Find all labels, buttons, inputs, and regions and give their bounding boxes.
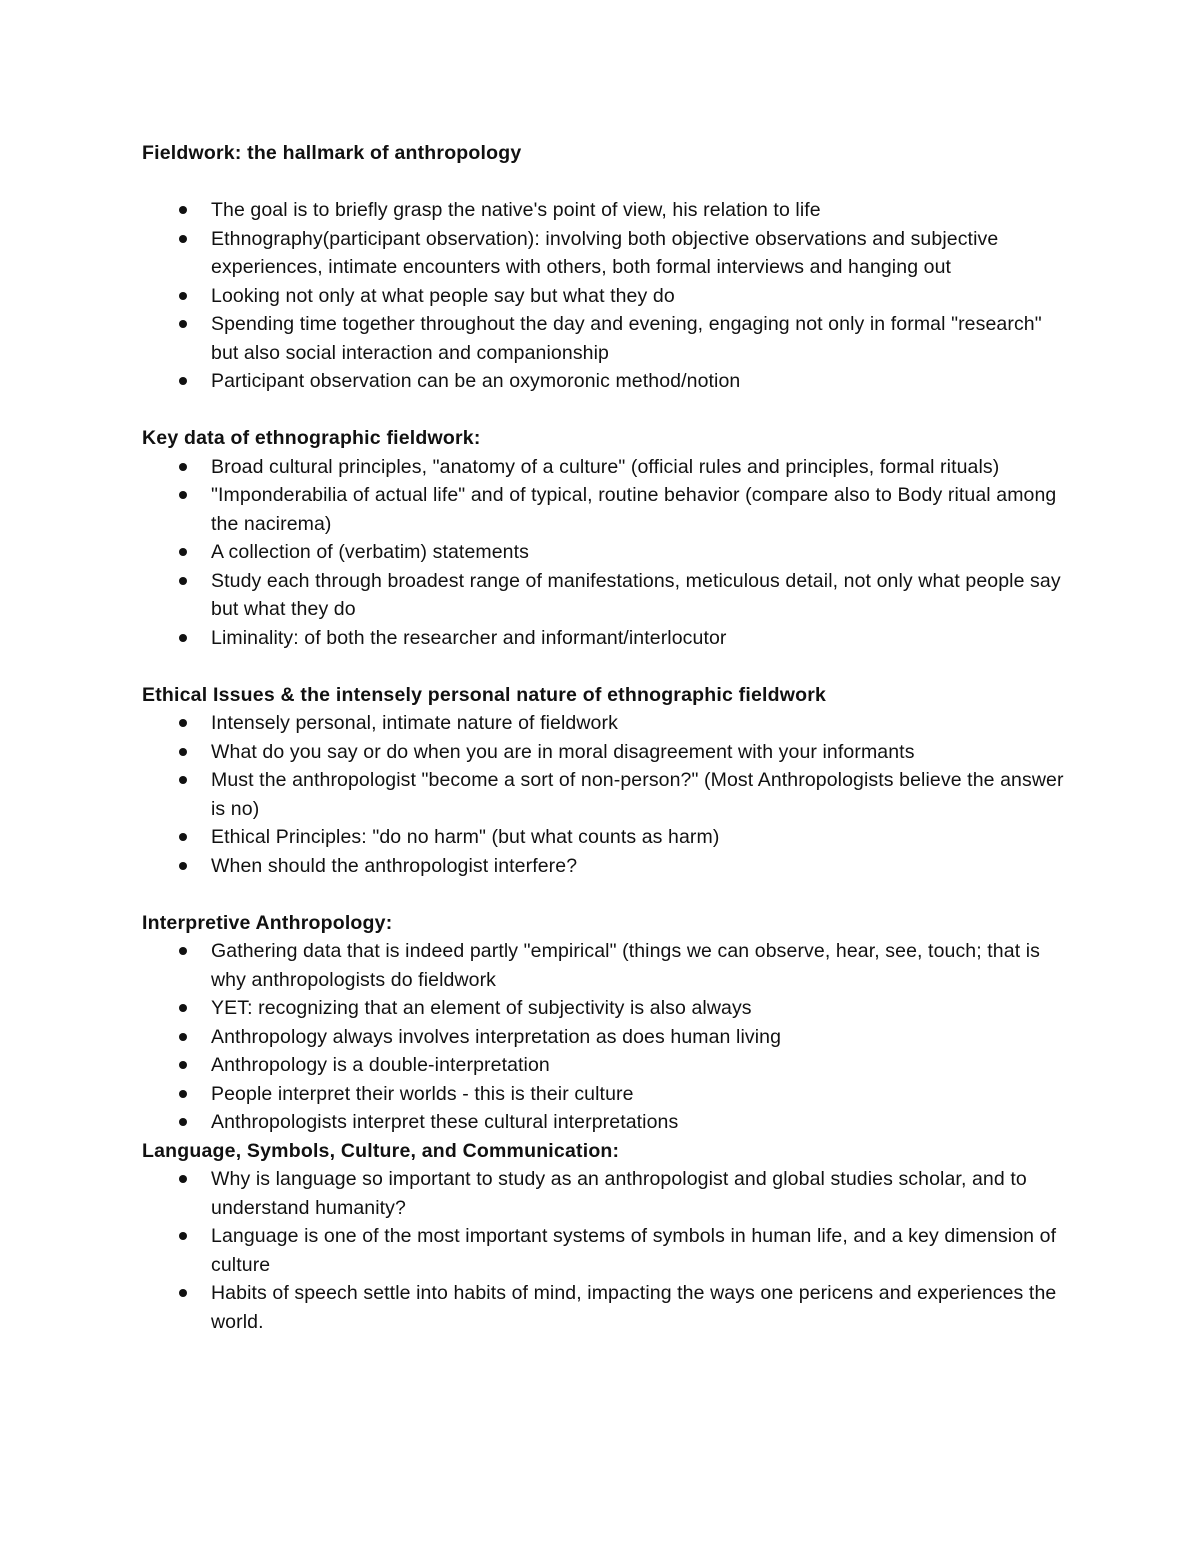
list-item-text: Liminality: of both the researcher and informant/interlocutor [211,626,727,649]
list-item-text: Broad cultural principles, "anatomy of a culture" (official rules and principles, formal rituals) [211,455,1000,478]
list-item-text: Ethical Principles: "do no harm" (but what counts as harm) [211,826,720,848]
bullet-icon [179,947,187,955]
list-item-text: Intensely personal, intimate nature of fieldwork [211,712,618,734]
spacer [142,652,1072,681]
bullet-icon [179,1090,187,1098]
bullet-list-language-symbols [142,1165,1072,1336]
list-item-text: When should the anthropologist interfere? [211,854,578,877]
spacer [142,396,1072,425]
list-item [142,738,1072,767]
list-item-text: Gathering data that is indeed partly "empirical" (things we can observe, hear, see, touch; that is why anthropologists do fieldwork [211,940,1041,991]
bullet-icon [179,1118,187,1126]
bullet-icon [179,748,187,756]
list-item [142,481,1072,538]
bullet-icon [179,862,187,870]
spacer [142,168,1072,197]
bullet-icon [179,1289,187,1297]
list-item-text: Anthropology always involves interpretation as does human living [211,1025,782,1048]
list-item-text: Spending time together throughout the day and evening, engaging not only in formal "research" but also social interaction and companionship [211,313,1042,364]
list-item-text: People interpret their worlds - this is their culture [211,1082,634,1105]
list-item [142,567,1072,624]
bullet-icon [179,377,187,385]
list-item [142,1165,1072,1222]
document-page [142,139,1072,1336]
list-item [142,1108,1072,1137]
list-item [142,225,1072,282]
list-item [142,1080,1072,1109]
list-item [142,624,1072,653]
section-heading-interpretive-anthropology: Interpretive Anthropology: [142,911,393,934]
section-heading-ethical-issues: Ethical Issues & the intensely personal nature of ethnographic fieldwork [142,683,827,706]
list-item [142,367,1072,396]
list-item [142,994,1072,1023]
bullet-icon [179,206,187,214]
list-item [142,282,1072,311]
list-item-text: Anthropology is a double-interpretation [211,1054,550,1076]
bullet-icon [179,1033,187,1041]
bullet-icon [179,463,187,471]
bullet-icon [179,577,187,585]
list-item [142,453,1072,482]
list-item-text: Ethnography(participant observation): involving both objective observations and subjective experiences, intimate encounters with others, both formal interviews and hanging out [211,227,999,278]
list-item-text: Why is language so important to study as an anthropologist and global studies scholar, and to understand humanity? [211,1168,1027,1219]
list-item-text: A collection of (verbatim) statements [211,541,529,563]
section-heading-key-data: Key data of ethnographic fieldwork: [142,427,481,449]
bullet-list-fieldwork [142,196,1072,396]
spacer [142,880,1072,909]
bullet-icon [179,719,187,727]
list-item-text: Participant observation can be an oxymoronic method/notion [211,370,741,392]
bullet-icon [179,292,187,300]
list-item [142,709,1072,738]
list-item [142,1279,1072,1336]
bullet-list-ethical-issues [142,709,1072,880]
bullet-icon [179,491,187,499]
list-item [142,1222,1072,1279]
list-item-text: Study each through broadest range of manifestations, meticulous detail, not only what people say but what they do [211,569,1061,620]
bullet-icon [179,320,187,328]
list-item [142,1023,1072,1052]
bullet-icon [179,548,187,556]
list-item [142,538,1072,567]
bullet-list-interpretive-anthropology [142,937,1072,1137]
list-item-text: Anthropologists interpret these cultural interpretations [211,1111,679,1133]
bullet-icon [179,1061,187,1069]
list-item [142,766,1072,823]
list-item [142,823,1072,852]
bullet-icon [179,634,187,642]
section-heading-language-symbols: Language, Symbols, Culture, and Communication: [142,1139,620,1162]
list-item [142,196,1072,225]
bullet-icon [179,776,187,784]
bullet-icon [179,235,187,243]
list-item [142,852,1072,881]
list-item [142,1051,1072,1080]
list-item-text: Looking not only at what people say but what they do [211,284,675,307]
list-item-text: Habits of speech settle into habits of mind, impacting the ways one pericens and experiences the world. [211,1282,1057,1333]
bullet-icon [179,1232,187,1240]
list-item-text: YET: recognizing that an element of subjectivity is also always [211,997,752,1019]
list-item [142,310,1072,367]
list-item-text: What do you say or do when you are in moral disagreement with your informants [211,740,915,763]
list-item-text: The goal is to briefly grasp the native's point of view, his relation to life [211,199,821,221]
bullet-icon [179,1175,187,1183]
list-item-text: "Imponderabilia of actual life" and of typical, routine behavior (compare also to Body ritual among the nacirema) [211,484,1057,535]
bullet-icon [179,833,187,841]
section-heading-fieldwork: Fieldwork: the hallmark of anthropology [142,142,522,164]
bullet-icon [179,1004,187,1012]
list-item [142,937,1072,994]
list-item-text: Must the anthropologist "become a sort of non-person?" (Most Anthropologists believe the answer is no) [211,769,1064,820]
bullet-list-key-data [142,453,1072,653]
list-item-text: Language is one of the most important systems of symbols in human life, and a key dimension of culture [211,1225,1057,1276]
